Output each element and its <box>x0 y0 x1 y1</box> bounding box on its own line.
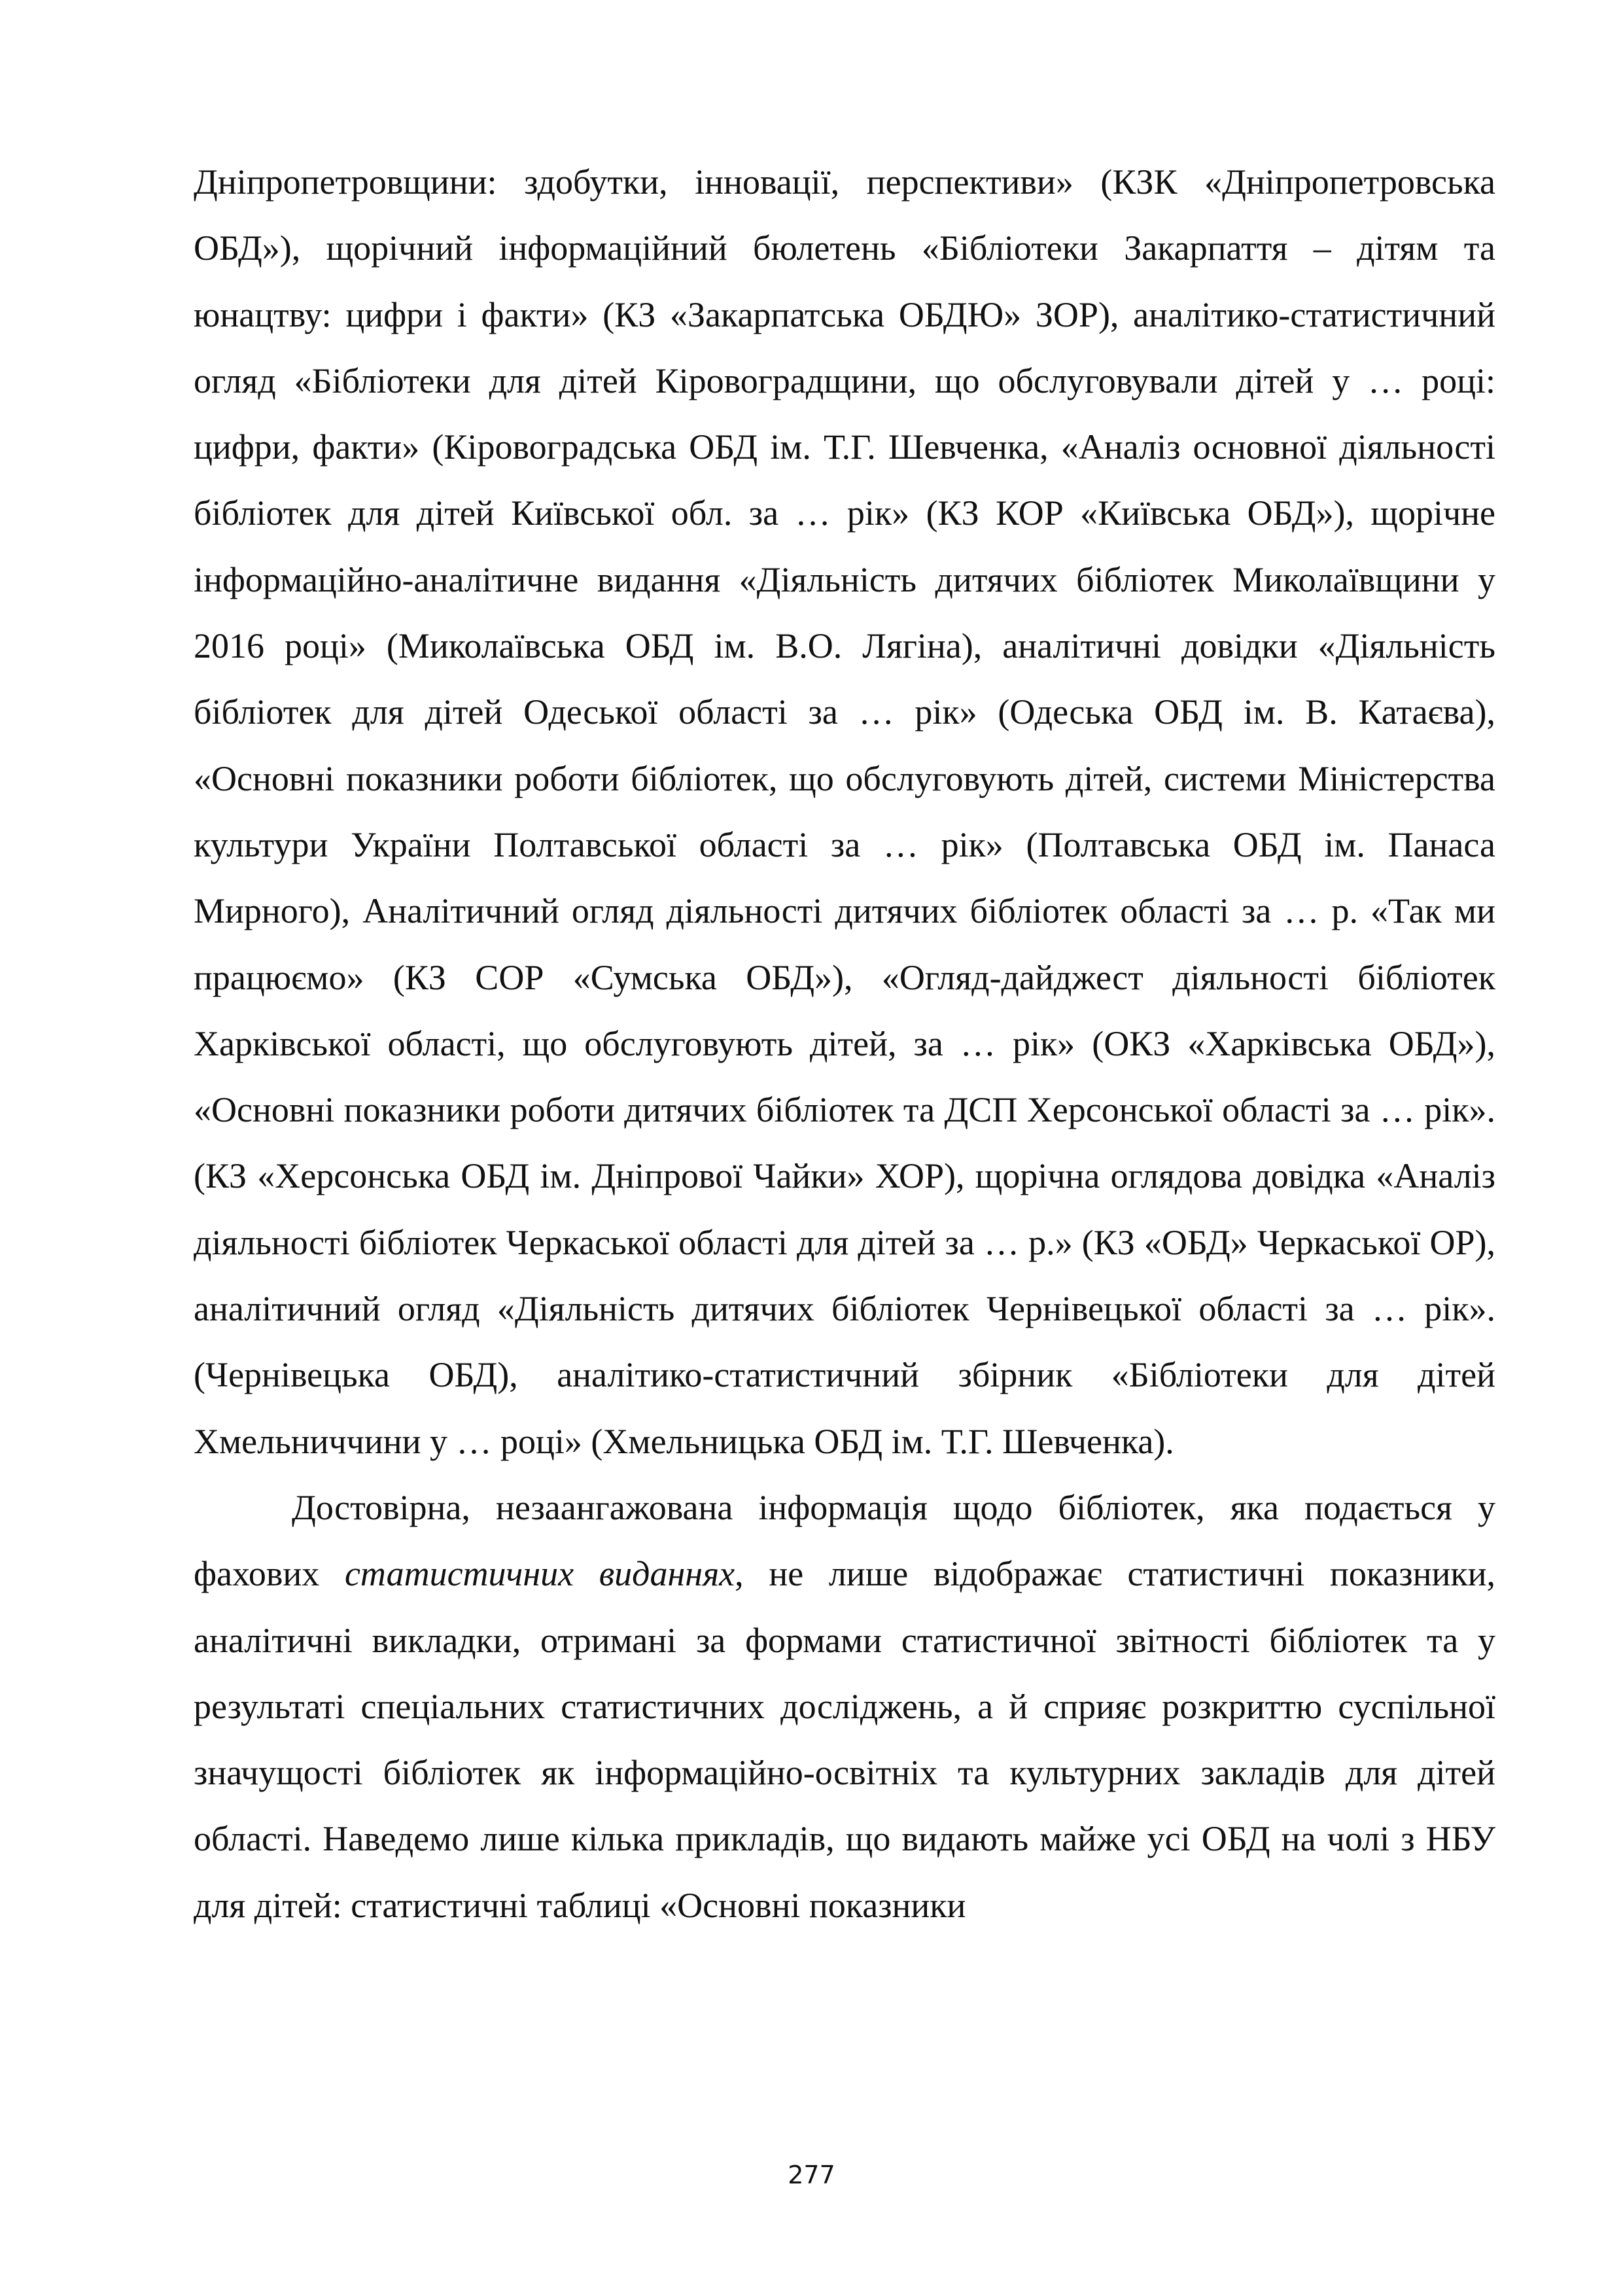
paragraph-text-end: , не лише відображає статистичні показники, аналітичні викладки, отримані за формами статистичної звітності бібліотек та у результаті спеціальних статистичних досліджень, а й сприяє розкриттю суспільної значущості бібліотек як інформаційно-освітніх та культурних закладів для дітей області. Наведемо лише кілька прикладів, що видають майже усі ОБД на чолі з НБУ для дітей: статистичні таблиці «Основні показники <box>194 1554 1495 1925</box>
page-number: 277 <box>788 2161 835 2189</box>
paragraph-statistical-publications <box>194 1475 1495 1939</box>
paragraph-text-start: Достовірна, незаангажована інформація щодо бібліотек, яка подається у фахових <box>194 1487 1495 1594</box>
emphasis-statistical-publications: статистичних виданнях <box>344 1554 735 1594</box>
body-text <box>194 149 1495 1939</box>
paragraph-continuation: Дніпропетровщини: здобутки, інновації, перспективи» (КЗК «Дніпропетровська ОБД»), щорічний інформаційний бюлетень «Бібліотеки Закарпаття – дітям та юнацтву: цифри і факти» (КЗ «Закарпатська ОБДЮ» ЗОР), аналітико-статистичний огляд «Бібліотеки для дітей Кіровоградщини, що обслуговували дітей у … році: цифри, факти» (Кіровоградська ОБД ім. Т.Г. Шевченка, «Аналіз основної діяльності бібліотек для дітей Київської обл. за … рік» (КЗ КОР «Київська ОБД»), щорічне інформаційно-аналітичне видання «Діяльність дитячих бібліотек Миколаївщини у 2016 році» (Миколаївська ОБД ім. В.О. Лягіна), аналітичні довідки «Діяльність бібліотек для дітей Одеської області за … рік» (Одеська ОБД ім. В. Катаєва), «Основні показники роботи бібліотек, що обслуговують дітей, системи Міністерства культури України Полтавської області за … рік» (Полтавська ОБД ім. Панаса Мирного), Аналітичний огляд діяльності дитячих бібліотек області за … р. «Так ми працюємо» (КЗ СОР «Сумська ОБД»), «Огляд-дайджест діяльності бібліотек Харківської області, що обслуговують дітей, за … рік» (ОКЗ «Харківська ОБД»), «Основні показники роботи дитячих бібліотек та ДСП Херсонської області за … рік». (КЗ «Херсонська ОБД ім. Дніпрової Чайки» ХОР), щорічна оглядова довідка «Аналіз діяльності бібліотек Черкаської області для дітей за … р.» (КЗ «ОБД» Черкаської ОР), аналітичний огляд «Діяльність дитячих бібліотек Чернівецької області за … рік». (Чернівецька ОБД), аналітико-статистичний збірник «Бібліотеки для дітей Хмельниччини у … році» (Хмельницька ОБД ім. Т.Г. Шевченка). <box>194 162 1495 1461</box>
